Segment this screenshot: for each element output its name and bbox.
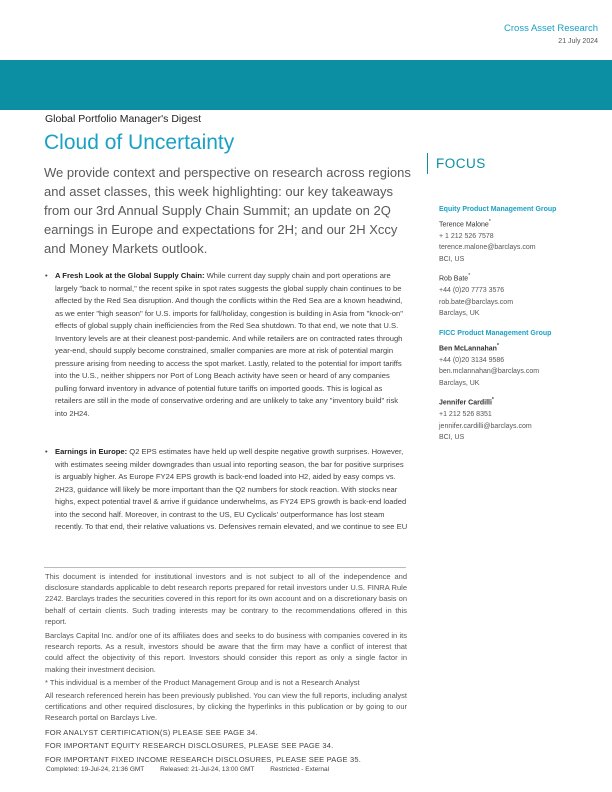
contacts-sidebar [439,204,609,444]
contact-email[interactable]: rob.bate@barclays.com [439,298,514,306]
page-title: Cloud of Uncertainty [44,131,235,154]
contact-entity: BCI, US [439,434,465,442]
bullet-body: Q2 EPS estimates have held up well despite negative growth surprises. However, with estimates seeing milder downgrades than usual into reporting season, the bar for positive surprises is arguably higher. As Europe FY24 EPS growth is back-end loaded into H2, aided by easy comps vs. 2H23, guidance will likely be more important than the Q2 numbers for stock reaction. With stocks near highs, expect potential travel & arrive if guidance underwhelms, as FY24 EPS growth is back-end loaded into the second half. Moreover, in contrast to the US, EU Cyclicals' outperformance has lost steam recently. To that end, their relative valuations vs. Defensives remain elevated, and we continue to see EU [55,447,408,532]
disclaimer-institutional: This document is intended for institutional investors and is not subject to all of the independence and disclosure standards applicable to debt research reports prepared for retail investors under U.S. FINRA Rule 2242. Barclays trades the securities covered in this report for its own account and on a discretionary basis on behalf of certain clients. Such trading interests may be contrary to the recommendations offered in this report. [45,572,407,626]
contact-name: Jennifer Cardilli* [439,397,494,407]
contact-name: Rob Bate* [439,273,471,283]
analyst-certification-link[interactable]: FOR ANALYST CERTIFICATION(S) PLEASE SEE PAGE 34. [45,728,258,737]
divider [44,567,406,568]
contact-email[interactable]: terence.malone@barclays.com [439,244,536,252]
completed-timestamp: Completed: 19-Jul-24, 21:36 GMT [46,766,145,773]
contact-phone: +44 (0)20 3134 9586 [439,356,505,364]
disclaimer-conflict: Barclays Capital Inc. and/or one of its affiliates does and seeks to do business with companies covered in its research reports. As a result, investors should be aware that the firm may have a conflict of interest that could affect the objectivity of this report. Investors should consider this report as only a single factor in making their investment decision. [45,631,407,674]
contact-email[interactable]: ben.mclannahan@barclays.com [439,368,540,376]
bullet-heading: A Fresh Look at the Global Supply Chain: [55,271,205,280]
contact-phone: +44 (0)20 7773 3576 [439,287,505,295]
contact-name: Terence Malone* [439,218,491,228]
equity-disclosures-link[interactable]: FOR IMPORTANT EQUITY RESEARCH DISCLOSURES, PLEASE SEE PAGE 34. [45,741,334,750]
contact-email[interactable]: jennifer.cardilli@barclays.com [439,422,532,430]
footer [46,766,343,773]
contact-entity: Barclays, UK [439,379,480,387]
bullet-dot: • [45,447,48,456]
bullet-earnings-europe [45,446,410,534]
contact-phone: +1 212 526 8351 [439,411,492,419]
disclaimer-product-management: * This individual is a member of the Product Management Group and is not a Research Analyst [45,678,360,687]
fixed-income-disclosures-link[interactable]: FOR IMPORTANT FIXED INCOME RESEARCH DISCLOSURES, PLEASE SEE PAGE 35. [45,755,362,764]
focus-label: FOCUS [427,153,486,174]
report-category: Cross Asset Research [504,23,598,34]
disclaimer-previously-published: All research referenced herein has been previously published. You can view the full reports, including analyst certifications and other required disclosures, by clicking the hyperlinks in this publication or by going to our Research portal on Barclays Live. [45,691,407,723]
report-date: 21 July 2024 [558,38,598,45]
restriction-label: Restricted - External [270,766,330,773]
lead-paragraph: We provide context and perspective on research across regions and asset classes, this week highlighting: our key takeaways from our 3rd Annual Supply Chain Summit; an update on 2Q earnings in Europe and expectations for 2H; and our 2H Xccy and Money Markets outlook. [44,165,411,256]
group-heading: Equity Product Management Group [439,206,557,213]
group-heading: FICC Product Management Group [439,330,552,337]
contact-name: Ben McLannahan* [439,342,499,352]
released-timestamp: Released: 21-Jul-24, 13:00 GMT [160,766,255,773]
bullet-supply-chain [45,270,410,421]
contact-entity: Barclays, UK [439,310,480,318]
header-band [0,60,612,110]
contact-phone: + 1 212 526 7578 [439,232,494,240]
bullet-heading: Earnings in Europe: [55,447,128,456]
bullet-body: While current day supply chain and port operations are largely "back to normal," the recent spike in spot rates suggests the global supply chain continues to be affected by the Red Sea disruption. And though the conflicts within the Red Sea are a known headwind, as we enter "high season" for U.S. imports for fall/holiday, congestion is building in Asia from "knock-on" effects of global supply chain inefficiencies from the Red Sea shutdown. To that end, we note that U.S. Inventory levels are at their cleanest post-pandemic. And while retailers are on contracted rates through year-end, should supply become constrained, smaller companies are more at risk of potential margin pressure arising from needing to access the spot market. Lastly, related to the potential for import tariffs into the U.S., neither shippers nor Port of Long Beach activity have seen or heard of any companies pulling forward inventory in advance of potential future tariffs on imported goods. This is logical as retailers are still in the mode of conservative ordering and are unlikely to take any "inventory build" risk into 2H24. [55,271,403,419]
contact-entity: BCI, US [439,255,465,263]
bullet-dot: • [45,271,48,280]
series-name: Global Portfolio Manager's Digest [45,113,202,125]
